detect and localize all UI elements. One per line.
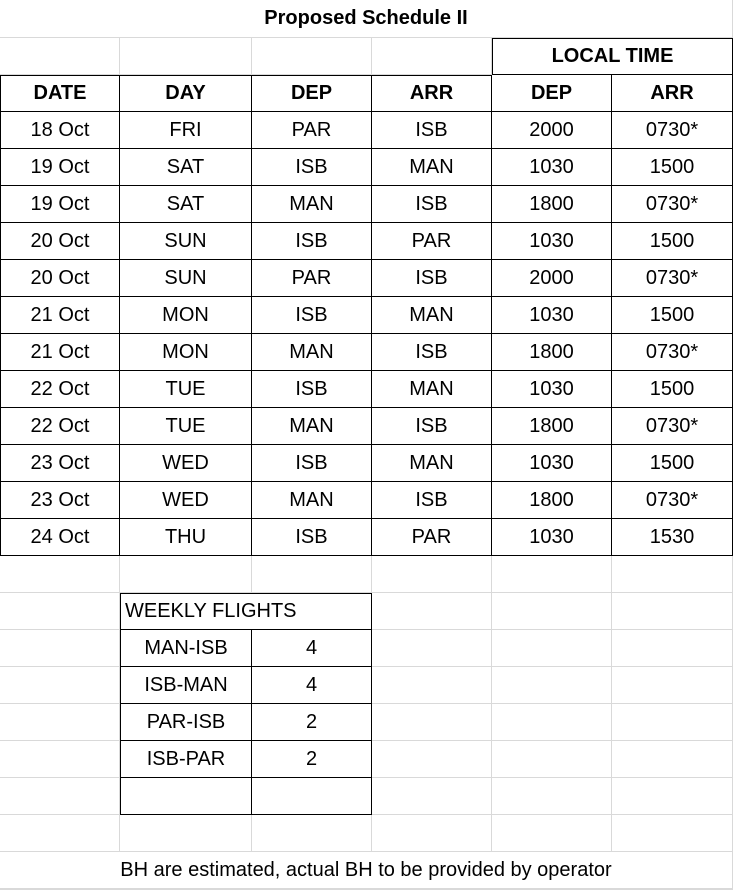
empty-cell [0,778,120,815]
empty-cell [372,667,492,704]
schedule-cell-day: THU [120,519,252,556]
schedule-cell-local-dep: 1030 [492,297,612,334]
column-header-date: DATE [0,75,120,112]
schedule-cell-arr: ISB [372,408,492,445]
schedule-cell-dep: MAN [252,408,372,445]
empty-cell [612,630,733,667]
column-header-dep: DEP [252,75,372,112]
schedule-cell-local-arr: 0730* [612,408,733,445]
schedule-cell-day: TUE [120,408,252,445]
empty-cell [0,630,120,667]
empty-cell [372,556,492,593]
schedule-cell-date: 22 Oct [0,408,120,445]
schedule-cell-local-dep: 2000 [492,260,612,297]
schedule-cell-arr: ISB [372,112,492,149]
empty-cell [492,815,612,852]
empty-cell [0,667,120,704]
column-header-arr: ARR [372,75,492,112]
empty-cell [120,556,252,593]
schedule-cell-date: 19 Oct [0,186,120,223]
empty-cell [492,778,612,815]
schedule-cell-local-dep: 1030 [492,149,612,186]
empty-cell [612,704,733,741]
empty-cell [0,815,120,852]
schedule-cell-local-arr: 0730* [612,482,733,519]
empty-cell [492,704,612,741]
schedule-cell-local-dep: 1800 [492,334,612,371]
schedule-cell-local-dep: 2000 [492,112,612,149]
schedule-cell-local-arr: 0730* [612,186,733,223]
empty-cell [492,556,612,593]
schedule-cell-day: SAT [120,186,252,223]
column-header-day: DAY [120,75,252,112]
schedule-cell-arr: ISB [372,186,492,223]
empty-cell [0,38,120,75]
schedule-cell-arr: MAN [372,445,492,482]
empty-cell [372,704,492,741]
schedule-cell-dep: ISB [252,371,372,408]
schedule-cell-local-arr: 0730* [612,260,733,297]
schedule-cell-arr: PAR [372,519,492,556]
schedule-cell-local-arr: 1500 [612,297,733,334]
weekly-route: ISB-PAR [120,741,252,778]
schedule-cell-local-arr: 1500 [612,149,733,186]
empty-cell [0,704,120,741]
schedule-cell-day: SUN [120,223,252,260]
schedule-cell-day: SAT [120,149,252,186]
schedule-cell-local-arr: 1530 [612,519,733,556]
schedule-cell-date: 18 Oct [0,112,120,149]
schedule-cell-dep: MAN [252,334,372,371]
schedule-cell-dep: PAR [252,112,372,149]
schedule-cell-arr: MAN [372,297,492,334]
empty-cell [612,778,733,815]
schedule-title: Proposed Schedule II [0,0,733,38]
schedule-cell-date: 19 Oct [0,149,120,186]
column-header-local-arr: ARR [612,75,733,112]
schedule-cell-local-arr: 1500 [612,223,733,260]
schedule-cell-dep: ISB [252,223,372,260]
empty-cell [372,593,492,630]
local-time-header: LOCAL TIME [492,38,733,75]
schedule-cell-arr: MAN [372,149,492,186]
schedule-cell-date: 23 Oct [0,445,120,482]
schedule-cell-dep: MAN [252,186,372,223]
empty-cell [372,630,492,667]
empty-cell [612,741,733,778]
empty-cell [0,741,120,778]
empty-cell [0,593,120,630]
empty-cell [372,38,492,75]
empty-cell [612,556,733,593]
schedule-cell-dep: ISB [252,519,372,556]
empty-cell [612,667,733,704]
schedule-cell-dep: PAR [252,260,372,297]
empty-cell [120,38,252,75]
schedule-cell-local-dep: 1800 [492,408,612,445]
empty-cell [0,556,120,593]
schedule-cell-local-dep: 1800 [492,482,612,519]
schedule-cell-local-dep: 1800 [492,186,612,223]
schedule-cell-date: 20 Oct [0,223,120,260]
schedule-cell-dep: ISB [252,297,372,334]
schedule-cell-arr: ISB [372,334,492,371]
empty-cell [252,38,372,75]
schedule-cell-day: SUN [120,260,252,297]
schedule-cell-date: 22 Oct [0,371,120,408]
schedule-cell-day: WED [120,482,252,519]
empty-cell [252,815,372,852]
empty-cell [492,741,612,778]
weekly-count: 4 [252,667,372,704]
weekly-empty-cell [252,778,372,815]
schedule-cell-local-arr: 1500 [612,445,733,482]
schedule-cell-local-dep: 1030 [492,371,612,408]
empty-cell [492,667,612,704]
weekly-count: 4 [252,630,372,667]
weekly-route: MAN-ISB [120,630,252,667]
schedule-cell-dep: MAN [252,482,372,519]
schedule-cell-date: 24 Oct [0,519,120,556]
schedule-cell-arr: ISB [372,482,492,519]
schedule-cell-day: FRI [120,112,252,149]
schedule-cell-local-arr: 1500 [612,371,733,408]
empty-cell [120,815,252,852]
weekly-flights-title: WEEKLY FLIGHTS [120,593,372,630]
empty-cell [492,593,612,630]
schedule-cell-day: TUE [120,371,252,408]
schedule-cell-date: 23 Oct [0,482,120,519]
empty-cell [372,815,492,852]
weekly-route: ISB-MAN [120,667,252,704]
empty-cell [372,778,492,815]
weekly-route: PAR-ISB [120,704,252,741]
schedule-cell-local-arr: 0730* [612,334,733,371]
schedule-cell-date: 21 Oct [0,297,120,334]
schedule-cell-arr: PAR [372,223,492,260]
schedule-cell-day: WED [120,445,252,482]
schedule-cell-date: 20 Oct [0,260,120,297]
schedule-cell-local-arr: 0730* [612,112,733,149]
schedule-cell-arr: MAN [372,371,492,408]
schedule-cell-arr: ISB [372,260,492,297]
empty-cell [252,556,372,593]
schedule-cell-day: MON [120,334,252,371]
schedule-cell-local-dep: 1030 [492,519,612,556]
empty-cell [372,741,492,778]
column-header-local-dep: DEP [492,75,612,112]
weekly-empty-cell [120,778,252,815]
schedule-cell-local-dep: 1030 [492,445,612,482]
schedule-cell-local-dep: 1030 [492,223,612,260]
schedule-cell-dep: ISB [252,149,372,186]
empty-cell [612,593,733,630]
empty-cell [492,630,612,667]
empty-cell [612,815,733,852]
footnote: BH are estimated, actual BH to be provided by operator [0,852,733,889]
weekly-count: 2 [252,704,372,741]
schedule-cell-date: 21 Oct [0,334,120,371]
schedule-cell-day: MON [120,297,252,334]
weekly-count: 2 [252,741,372,778]
schedule-cell-dep: ISB [252,445,372,482]
